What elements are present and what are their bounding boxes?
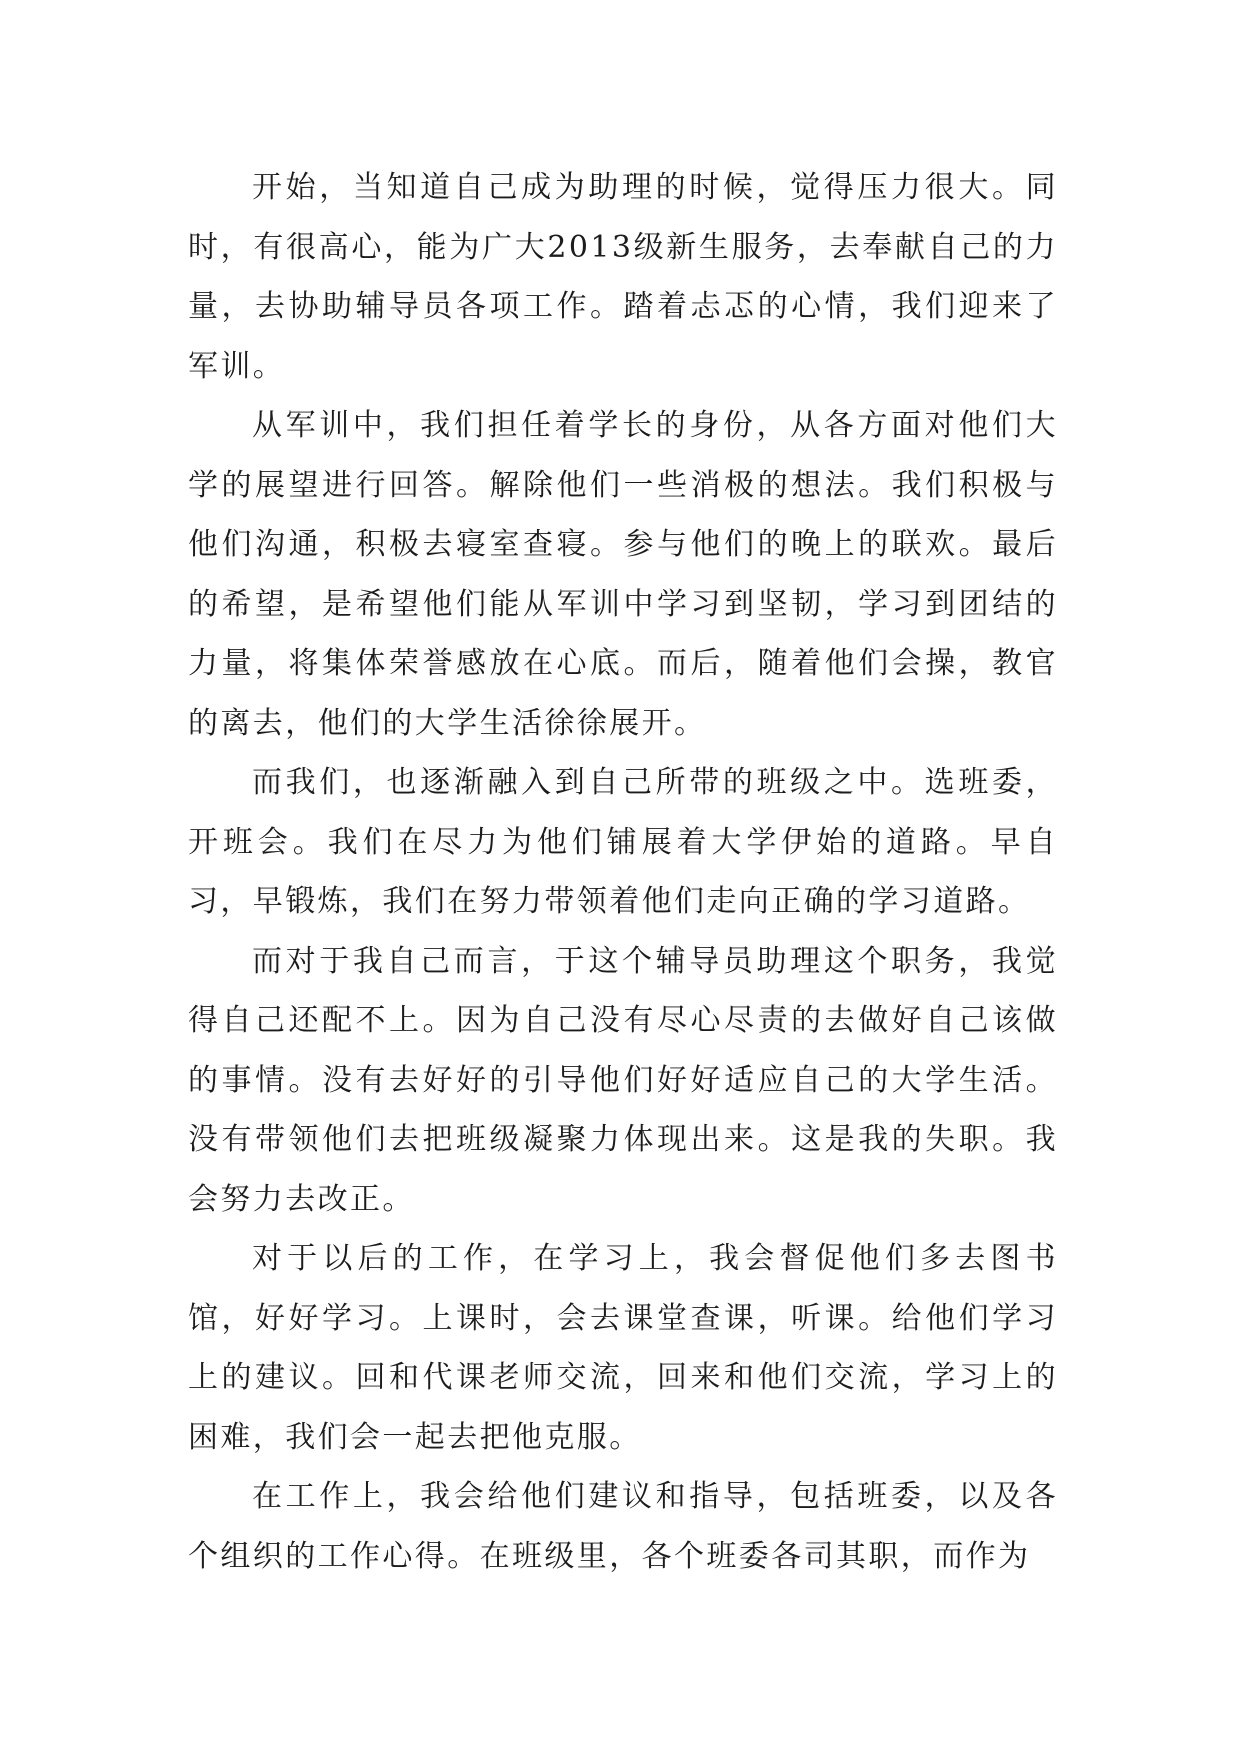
paragraph-4: 而对于我自己而言，于这个辅导员助理这个职务，我觉得自己还配不上。因为自己没有尽心尽责的去做好自己该做的事情。没有去好好的引导他们好好适应自己的大学生活。没有带领他们去把班级凝聚力体现出来。这是我的失职。我会努力去改正。 <box>188 943 1058 1217</box>
paragraph-5: 对于以后的工作，在学习上，我会督促他们多去图书馆，好好学习。上课时，会去课堂查课，听课。给他们学习上的建议。回和代课老师交流，回来和他们交流，学习上的困难，我们会一起去把他克服。 <box>188 1241 1058 1455</box>
paragraph-1: 开始，当知道自己成为助理的时候，觉得压力很大。同时，有很高心，能为广大2013级新生服务，去奉献自己的力量，去协助辅导员各项工作。踏着忐忑的心情，我们迎来了军训。 <box>188 170 1058 384</box>
document-body <box>188 158 1058 1586</box>
paragraph-3: 而我们，也逐渐融入到自己所带的班级之中。选班委，开班会。我们在尽力为他们铺展着大学伊始的道路。早自习，早锻炼，我们在努力带领着他们走向正确的学习道路。 <box>188 765 1058 919</box>
paragraph-6: 在工作上，我会给他们建议和指导，包括班委，以及各个组织的工作心得。在班级里，各个班委各司其职，而作为 <box>188 1479 1058 1574</box>
paragraph-2: 从军训中，我们担任着学长的身份，从各方面对他们大学的展望进行回答。解除他们一些消极的想法。我们积极与他们沟通，积极去寝室查寝。参与他们的晚上的联欢。最后的希望，是希望他们能从军训中学习到坚韧，学习到团结的力量，将集体荣誉感放在心底。而后，随着他们会操，教官的离去，他们的大学生活徐徐展开。 <box>188 408 1058 741</box>
